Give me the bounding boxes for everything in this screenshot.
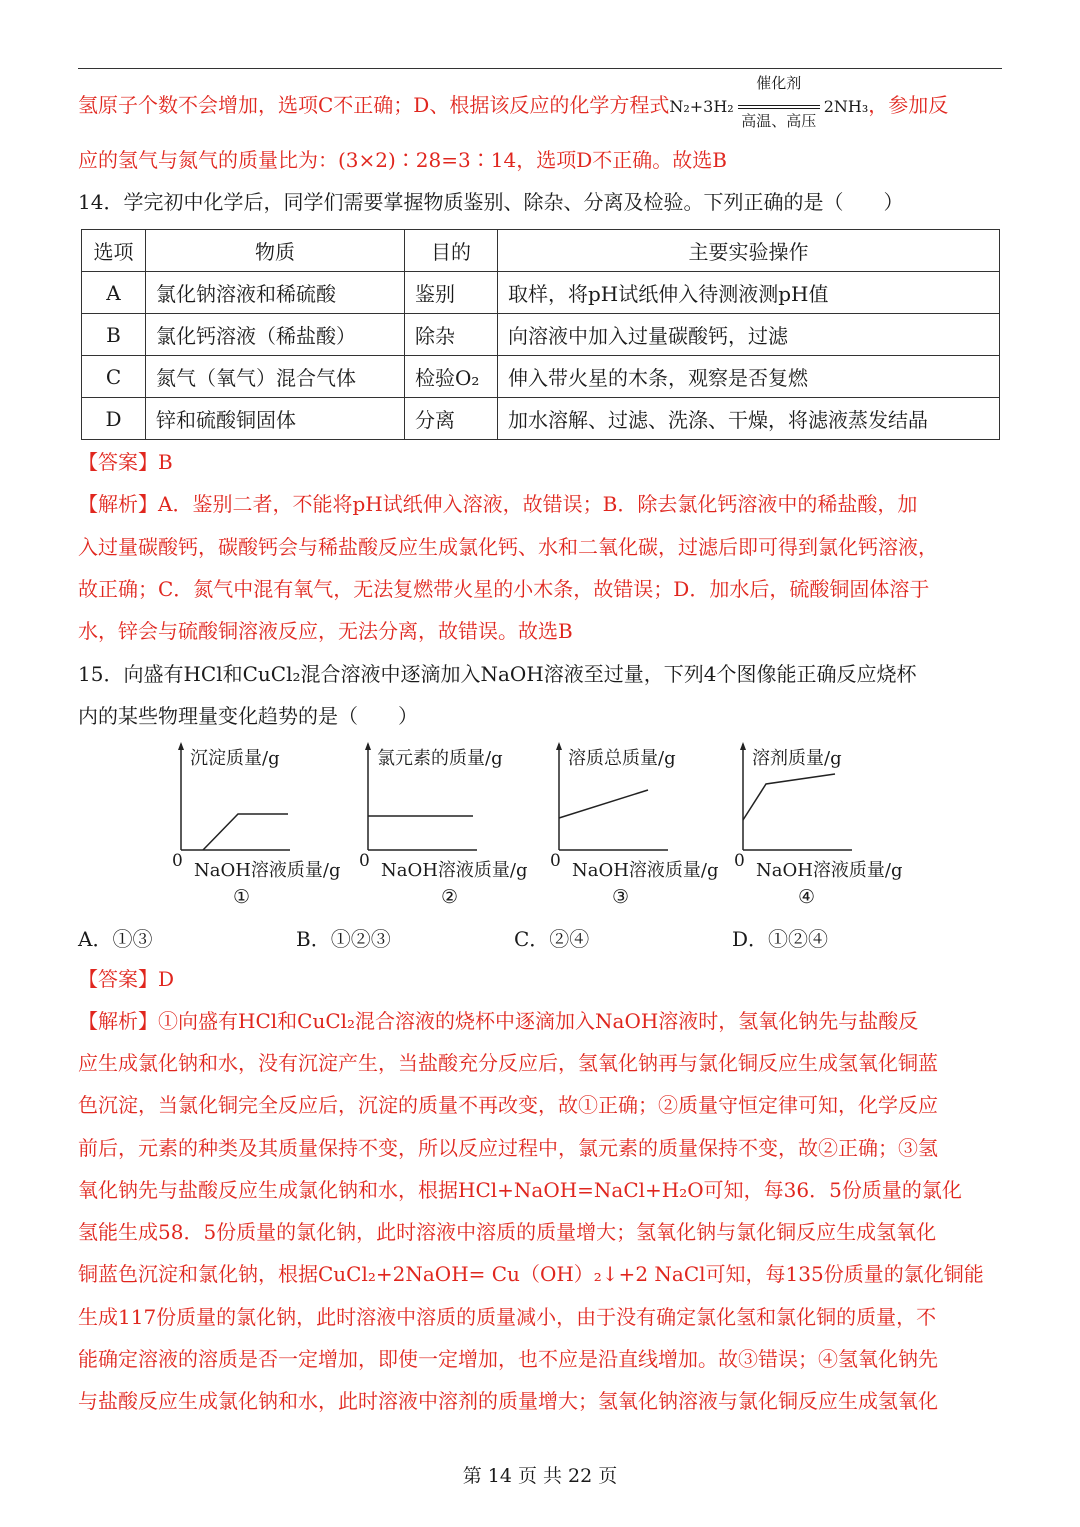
y-axis-arrow xyxy=(365,742,371,750)
y-axis-arrow xyxy=(178,742,184,750)
answer-value: B xyxy=(158,450,173,474)
q14-analysis-line-2: 入过量碳酸钙，碳酸钙会与稀盐酸反应生成氯化钙、水和二氧化碳，过滤后即可得到氯化钙溶液， xyxy=(78,535,938,559)
page-footer: 第 14 页 共 22 页 xyxy=(462,1465,618,1487)
row-purpose: 分离 xyxy=(405,398,498,440)
analysis-label: 【解析】 xyxy=(78,1009,158,1033)
graph-number: ① xyxy=(233,886,251,908)
table-row xyxy=(82,314,1000,356)
answer-value: D xyxy=(158,967,175,991)
y-axis-arrow xyxy=(556,742,562,750)
row-operation: 取样，将pH试纸伸入待测液测pH值 xyxy=(498,272,1000,314)
prev-analysis-end: ，参加反 xyxy=(868,93,949,117)
q14-question: 14．学完初中化学后，同学们需要掌握物质鉴别、除杂、分离及检验。下列正确的是（ ） xyxy=(78,190,904,214)
row-purpose: 鉴别 xyxy=(405,272,498,314)
table-row xyxy=(82,272,1000,314)
q15-question-line-1: 15．向盛有HCl和CuCl₂混合溶液中逐滴加入NaOH溶液至过量，下列4个图像能正确反应烧杯 xyxy=(78,662,917,686)
q15-analysis-line-4: 前后，元素的种类及其质量保持不变，所以反应过程中，氯元素的质量保持不变，故②正确；③氢 xyxy=(78,1136,938,1160)
q14-analysis-line-4: 水，锌会与硫酸铜溶液反应，无法分离，故错误。故选B xyxy=(78,619,573,643)
trend-line xyxy=(743,774,835,820)
graph-number: ③ xyxy=(612,886,630,908)
y-axis-label: 溶质总质量/g xyxy=(568,748,676,769)
origin-label: 0 xyxy=(172,851,183,871)
equation-reactants: N₂+3H₂ xyxy=(669,97,734,116)
q15-question-line-2: 内的某些物理量变化趋势的是（ ） xyxy=(78,704,418,728)
q15-analysis-line-2: 应生成氯化钠和水，没有沉淀产生，当盐酸充分反应后，氢氧化钠再与氯化铜反应生成氢氧化铜蓝 xyxy=(78,1051,938,1075)
x-axis-label: NaOH溶液质量/g xyxy=(756,860,903,881)
analysis-label: 【解析】 xyxy=(78,492,158,516)
q15-analysis-line-5: 氧化钠先与盐酸反应生成氯化钠和水，根据HCl+NaOH=NaCl+H₂O可知，每36．5份质量的氯化 xyxy=(78,1178,962,1202)
q15-analysis-line-3: 色沉淀，当氯化铜完全反应后，沉淀的质量不再改变，故①正确；②质量守恒定律可知，化学反应 xyxy=(78,1093,938,1117)
q15-analysis-line-1 xyxy=(78,1008,918,1034)
row-option: D xyxy=(82,398,146,440)
table-row xyxy=(82,356,1000,398)
row-substance: 氯化钠溶液和稀硫酸 xyxy=(146,272,405,314)
row-substance: 氯化钙溶液（稀盐酸） xyxy=(146,314,405,356)
q15-answer xyxy=(78,966,174,992)
row-substance: 锌和硫酸铜固体 xyxy=(146,398,405,440)
option-b: B．①②③ xyxy=(296,927,391,951)
row-purpose: 除杂 xyxy=(405,314,498,356)
row-substance: 氮气（氧气）混合气体 xyxy=(146,356,405,398)
trend-line xyxy=(203,814,288,850)
answer-label: 【答案】 xyxy=(78,967,158,991)
y-axis-arrow xyxy=(740,742,746,750)
option-d: D．①②④ xyxy=(732,927,829,951)
q14-analysis-line-3: 故正确；C．氮气中混有氧气，无法复燃带火星的小木条，故错误；D．加水后，硫酸铜固体溶于 xyxy=(78,577,930,601)
header-purpose: 目的 xyxy=(405,230,498,272)
conditions-label: 高温、高压 xyxy=(741,111,817,130)
row-option: A xyxy=(82,272,146,314)
origin-label: 0 xyxy=(734,851,745,871)
header-option: 选项 xyxy=(82,230,146,272)
catalyst-label: 催化剂 xyxy=(756,73,802,92)
row-operation: 加水溶解、过滤、洗涤、干燥，将滤液蒸发结晶 xyxy=(498,398,1000,440)
option-c: C．②④ xyxy=(514,927,590,951)
y-axis-label: 沉淀质量/g xyxy=(190,748,280,769)
q15-analysis-line-9: 能确定溶液的溶质是否一定增加，即使一定增加，也不应是沿直线增加。故③错误；④氢氧化钠先 xyxy=(78,1347,938,1371)
equation-bar-2 xyxy=(738,108,820,109)
row-option: C xyxy=(82,356,146,398)
analysis-text: ①向盛有HCl和CuCl₂混合溶液的烧杯中逐滴加入NaOH溶液时，氢氧化钠先与盐酸反 xyxy=(158,1009,919,1033)
header-rule xyxy=(78,68,1002,69)
analysis-text: A．鉴别二者，不能将pH试纸伸入溶液，故错误；B．除去氯化钙溶液中的稀盐酸，加 xyxy=(158,492,918,516)
q15-analysis-line-10: 与盐酸反应生成氯化钠和水，此时溶液中溶剂的质量增大；氢氧化钠溶液与氯化铜反应生成氢氧化 xyxy=(78,1389,938,1413)
prev-analysis-line-1 xyxy=(78,73,949,130)
q14-table xyxy=(81,229,1000,440)
q14-analysis-line-1 xyxy=(78,491,917,517)
table-row xyxy=(82,398,1000,440)
equation-product: 2NH₃ xyxy=(823,97,869,116)
prev-analysis-text: 氢原子个数不会增加，选项C不正确；D、根据该反应的化学方程式 xyxy=(78,93,670,117)
row-operation: 向溶液中加入过量碳酸钙，过滤 xyxy=(498,314,1000,356)
answer-label: 【答案】 xyxy=(78,450,158,474)
prev-analysis-line-2: 应的氢气与氮气的质量比为：(3×2)∶28=3∶14，选项D不正确。故选B xyxy=(78,148,727,172)
graph-total-solute-mass xyxy=(550,738,746,913)
graph-chlorine-mass xyxy=(359,738,555,913)
graph-precipitate-mass xyxy=(172,738,368,913)
q14-answer xyxy=(78,449,173,475)
x-axis-label: NaOH溶液质量/g xyxy=(194,860,341,881)
q15-analysis-line-7: 铜蓝色沉淀和氯化钠，根据CuCl₂+2NaOH= Cu（OH）₂↓+2 NaCl可知，每135份质量的氯化铜能 xyxy=(78,1262,984,1286)
q15-analysis-line-8: 生成117份质量的氯化钠，此时溶液中溶质的质量减小，由于没有确定氯化氢和氯化铜的质量，不 xyxy=(78,1305,937,1329)
row-purpose: 检验O₂ xyxy=(405,356,498,398)
graph-number: ④ xyxy=(798,886,816,908)
row-option: B xyxy=(82,314,146,356)
x-axis-label: NaOH溶液质量/g xyxy=(381,860,528,881)
catalyst-arrow xyxy=(734,73,824,130)
trend-line xyxy=(559,790,648,818)
x-axis-label: NaOH溶液质量/g xyxy=(572,860,719,881)
header-operation: 主要实验操作 xyxy=(498,230,1000,272)
origin-label: 0 xyxy=(359,851,370,871)
header-substance: 物质 xyxy=(146,230,405,272)
y-axis-label: 溶剂质量/g xyxy=(752,748,842,769)
graph-number: ② xyxy=(441,886,459,908)
origin-label: 0 xyxy=(550,851,561,871)
y-axis-label: 氯元素的质量/g xyxy=(377,748,503,769)
table-header-row xyxy=(82,230,1000,272)
graph-solvent-mass xyxy=(734,738,930,913)
option-a: A．①③ xyxy=(78,927,153,951)
equation-bar xyxy=(738,105,820,106)
q15-analysis-line-6: 氢能生成58．5份质量的氯化钠，此时溶液中溶质的质量增大；氢氧化钠与氯化铜反应生成氢氧化 xyxy=(78,1220,937,1244)
row-operation: 伸入带火星的木条，观察是否复燃 xyxy=(498,356,1000,398)
